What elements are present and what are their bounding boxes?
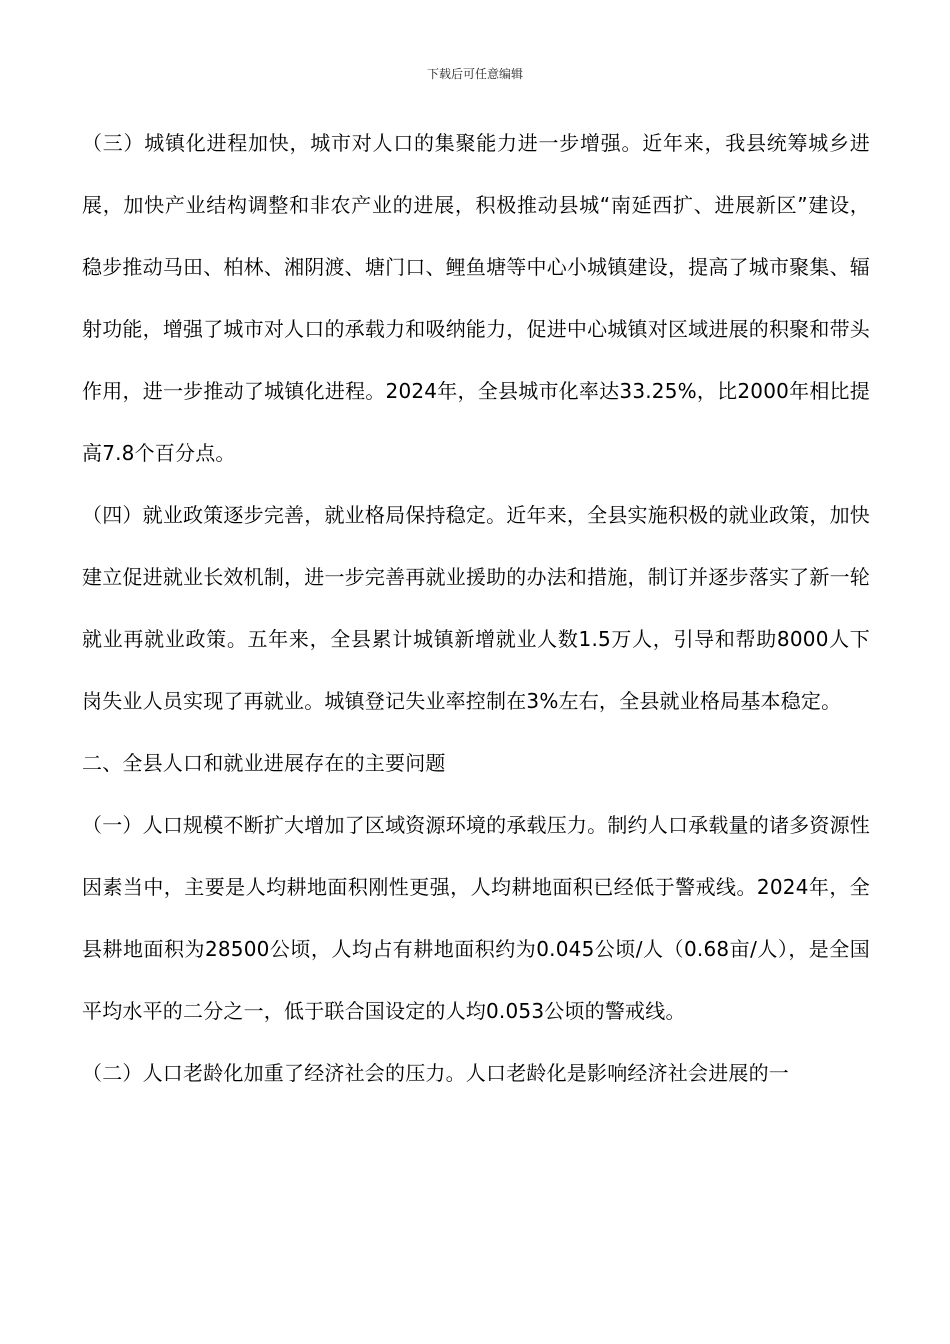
paragraph-urbanization: （三）城镇化进程加快，城市对人口的集聚能力进一步增强。近年来，我县统筹城乡进展，加快产业结构调整和非农产业的进展，积极推动县城“南延西扩、进展新区”建设，稳步推动马田、柏林、湘阴渡、塘门口、鲤鱼塘等中心小城镇建设，提高了城市聚集、辐射功能，增强了城市对人口的承载力和吸纳能力，促进中心城镇对区域进展的积聚和带头作用，进一步推动了城镇化进程。2024年，全县城市化率达33.25%，比2000年相比提高7.8个百分点。 bbox=[82, 131, 870, 465]
page-header-note: 下载后可任意编辑 bbox=[426, 67, 523, 81]
paragraph-aging: （二）人口老龄化加重了经济社会的压力。人口老龄化是影响经济社会进展的一 bbox=[82, 1061, 789, 1085]
paragraph-population-pressure: （一）人口规模不断扩大增加了区域资源环境的承载压力。制约人口承载量的诸多资源性因素当中，主要是人均耕地面积刚性更强，人均耕地面积已经低于警戒线。2024年，全县耕地面积为28500公顷，人均占有耕地面积约为0.045公顷/人（0.68亩/人），是全国平均水平的二分之一，低于联合国设定的人均0.053公顷的警戒线。 bbox=[82, 813, 870, 1023]
section-heading-main-problems: 二、全县人口和就业进展存在的主要问题 bbox=[82, 751, 446, 775]
document-body bbox=[82, 112, 870, 1104]
paragraph-employment-policy: （四）就业政策逐步完善，就业格局保持稳定。近年来，全县实施积极的就业政策，加快建立促进就业长效机制，进一步完善再就业援助的办法和措施，制订并逐步落实了新一轮就业再就业政策。五年来，全县累计城镇新增就业人数1.5万人，引导和帮助8000人下岗失业人员实现了再就业。城镇登记失业率控制在3%左右，全县就业格局基本稳定。 bbox=[82, 503, 870, 713]
